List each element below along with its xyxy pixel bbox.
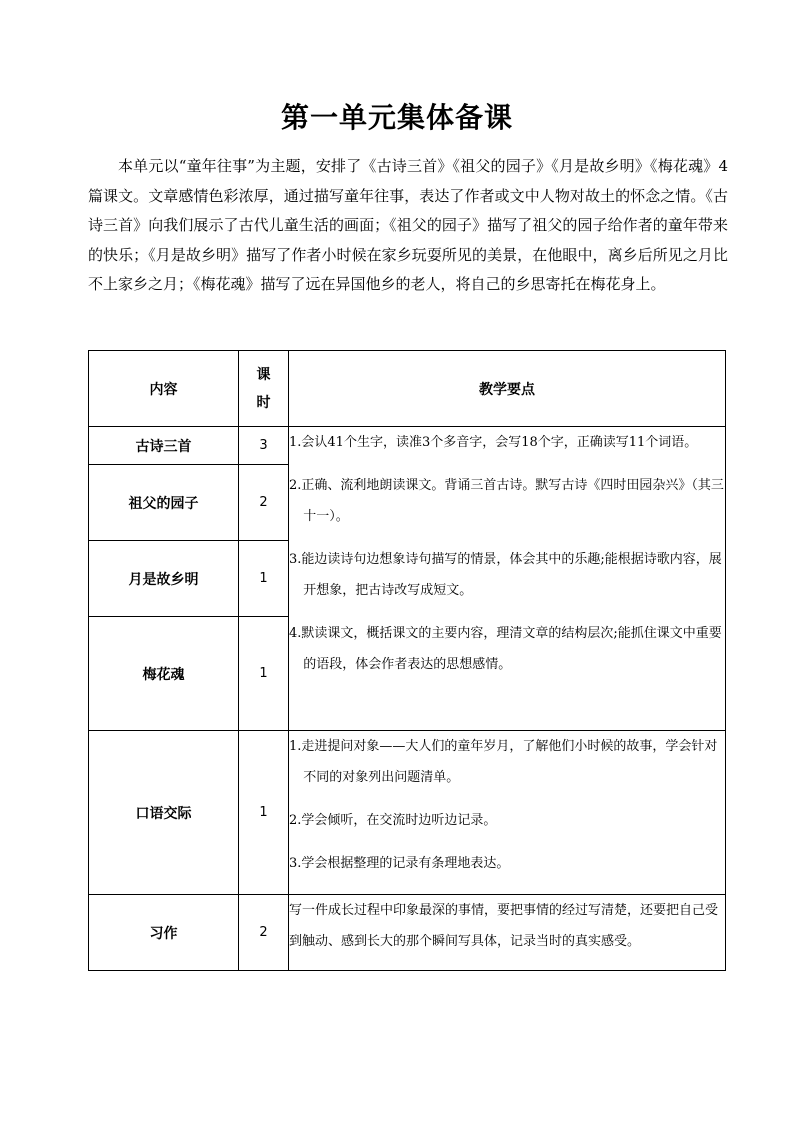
teaching-point: 2.学会倾听，在交流时边听边记录。 [289, 813, 497, 828]
header-hours-line-2: 时 [256, 394, 271, 411]
table-row [89, 895, 726, 971]
table-row [89, 731, 726, 895]
teaching-point: 3.能边读诗句边想象诗句描写的情景，体会其中的乐趣;能根据诗歌内容，展开想象，把古诗改写成短文。 [289, 552, 722, 598]
lesson-name: 祖父的园子 [89, 465, 239, 541]
lesson-plan-table [88, 350, 726, 971]
lesson-hours: 1 [239, 731, 289, 895]
teaching-point: 3.学会根据整理的记录有条理地表达。 [289, 856, 510, 871]
teaching-point: 4.默读课文，概括课文的主要内容，理清文章的结构层次;能抓住课文中重要的语段，体会作者表达的思想感情。 [289, 626, 722, 672]
lesson-hours: 1 [239, 541, 289, 617]
lesson-name: 习作 [89, 895, 239, 971]
teaching-point: 写一件成长过程中印象最深的事情，要把事情的经过写清楚，还要把自己受到触动、感到长大的那个瞬间写具体，记录当时的真实感受。 [289, 903, 719, 949]
lesson-name: 梅花魂 [89, 617, 239, 731]
lesson-name: 古诗三首 [89, 427, 239, 465]
lesson-hours: 1 [239, 617, 289, 731]
header-hours-line-1: 课 [256, 366, 271, 383]
lesson-name: 口语交际 [89, 731, 239, 895]
page-title: 第一单元集体备课 [280, 101, 513, 134]
teaching-point: 1.会认41个生字，读准3个多音字，会写18个字，正确读写11个词语。 [289, 435, 698, 450]
teaching-point: 1.走进提问对象——大人们的童年岁月，了解他们小时候的故事，学会针对不同的对象列出问题清单。 [289, 739, 718, 785]
writing-teaching-points [289, 895, 726, 971]
lesson-hours: 2 [239, 465, 289, 541]
oral-teaching-points [289, 731, 726, 895]
lesson-hours: 3 [239, 427, 289, 465]
lesson-name: 月是故乡明 [89, 541, 239, 617]
unit-introduction: 本单元以“童年往事”为主题，安排了《古诗三首》《祖父的园子》《月是故乡明》《梅花魂》4篇课文。文章感情色彩浓厚，通过描写童年往事，表达了作者或文中人物对故土的怀念之情。《古诗三首》向我们展示了古代儿童生活的画面；《祖父的园子》描写了祖父的园子给作者的童年带来的快乐；《月是故乡明》描写了作者小时候在家乡玩耍所见的美景，在他眼中，离乡后所见之月比不上家乡之月；《梅花魂》描写了远在异国他乡的老人，将自己的乡思寄托在梅花身上。 [88, 157, 728, 293]
reading-teaching-points [289, 427, 726, 731]
header-hours [239, 351, 289, 427]
table-row [89, 427, 726, 465]
table-header-row [89, 351, 726, 427]
teaching-point: 2.正确、流利地朗读课文。背诵三首古诗。默写古诗《四时田园杂兴》（其三十一）。 [289, 478, 724, 524]
lesson-hours: 2 [239, 895, 289, 971]
header-content: 内容 [89, 351, 239, 427]
header-points: 教学要点 [289, 351, 726, 427]
